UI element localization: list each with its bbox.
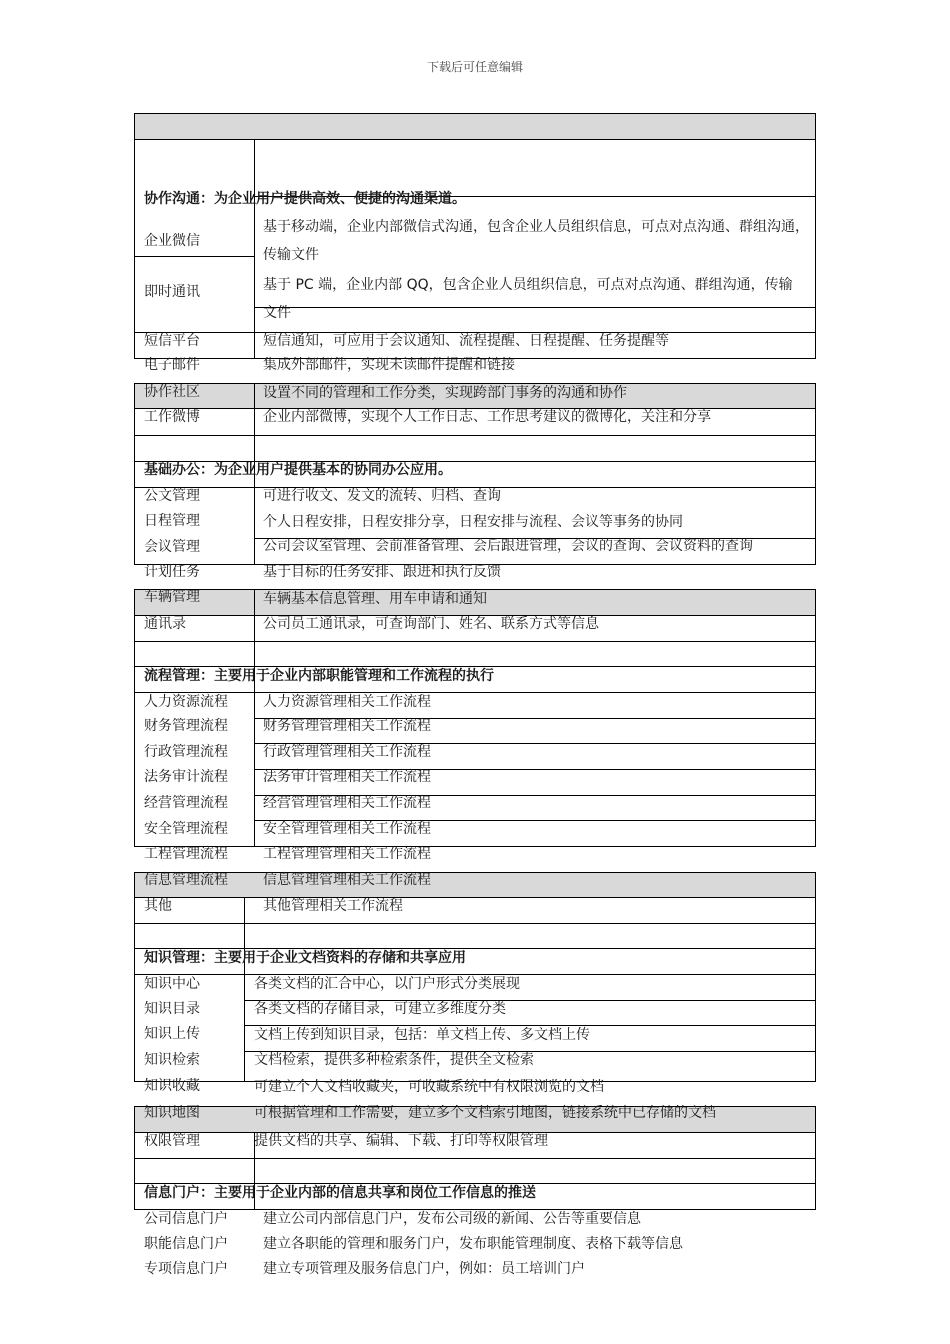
list-item-desc: 可进行收文、发文的流转、归档、查询 xyxy=(263,488,501,504)
list-item-term: 专项信息门户 xyxy=(144,1261,228,1277)
list-item-desc: 提供文档的共享、编辑、下载、打印等权限管理 xyxy=(254,1133,548,1149)
list-item-desc: 行政管理管理相关工作流程 xyxy=(263,744,431,760)
section-title-collaboration: 协作沟通：为企业用户提供高效、便捷的沟通渠道。 xyxy=(144,191,466,207)
section-title-info-portal: 信息门户：主要用于企业内部的信息共享和岗位工作信息的推送 xyxy=(144,1185,536,1201)
list-item-term: 工程管理流程 xyxy=(144,846,228,862)
list-item-term: 企业微信 xyxy=(144,233,200,249)
list-item-desc: 基于 PC 端，企业内部 QQ，包含企业人员组织信息，可点对点沟通、群组沟通，传输 xyxy=(263,277,793,293)
download-note: 下载后可任意编辑 xyxy=(426,60,523,74)
list-item-desc: 其他管理相关工作流程 xyxy=(263,898,403,914)
list-item-term: 公文管理 xyxy=(144,488,200,504)
list-item-desc: 公司员工通讯录，可查询部门、姓名、联系方式等信息 xyxy=(263,616,599,632)
list-item-term: 工作微博 xyxy=(144,409,200,425)
list-item-desc: 设置不同的管理和工作分类，实现跨部门事务的沟通和协作 xyxy=(263,385,627,401)
list-item-desc: 法务审计管理相关工作流程 xyxy=(263,769,431,785)
list-item-desc: 车辆基本信息管理、用车申请和通知 xyxy=(263,591,487,607)
list-item-term: 知识收藏 xyxy=(144,1078,200,1094)
list-item-desc: 人力资源管理相关工作流程 xyxy=(263,694,431,710)
list-item-desc-cont: 文件 xyxy=(263,305,291,321)
list-item-desc: 经营管理管理相关工作流程 xyxy=(263,795,431,811)
list-item-term: 会议管理 xyxy=(144,539,200,555)
list-item-desc: 建立专项管理及服务信息门户，例如：员工培训门户 xyxy=(263,1261,585,1277)
section-title-process-management: 流程管理：主要用于企业内部职能管理和工作流程的执行 xyxy=(144,668,494,684)
section-title-knowledge-management: 知识管理：主要用于企业文档资料的存储和共享应用 xyxy=(144,950,466,966)
list-item-desc: 可根据管理和工作需要，建立多个文档索引地图，链接系统中已存储的文档 xyxy=(254,1105,716,1121)
list-item-desc: 财务管理管理相关工作流程 xyxy=(263,718,431,734)
list-item-desc: 安全管理管理相关工作流程 xyxy=(263,821,431,837)
list-item-term: 职能信息门户 xyxy=(144,1236,228,1252)
list-item-desc: 集成外部邮件，实现未读邮件提醒和链接 xyxy=(263,357,515,373)
list-item-term: 信息管理流程 xyxy=(144,872,228,888)
section-title-basic-office: 基础办公：为企业用户提供基本的协同办公应用。 xyxy=(144,462,452,478)
list-item-term: 通讯录 xyxy=(144,616,186,632)
list-item-term: 知识地图 xyxy=(144,1105,200,1121)
list-item-desc: 文档上传到知识目录，包括：单文档上传、多文档上传 xyxy=(254,1027,590,1043)
list-item-term: 安全管理流程 xyxy=(144,821,228,837)
list-item-term: 知识上传 xyxy=(144,1026,200,1042)
list-item-desc: 各类文档的汇合中心，以门户形式分类展现 xyxy=(254,976,520,992)
list-item-desc: 信息管理管理相关工作流程 xyxy=(263,872,431,888)
list-item-term: 短信平台 xyxy=(144,333,200,349)
list-item-term: 电子邮件 xyxy=(144,357,200,373)
list-item-term: 日程管理 xyxy=(144,513,200,529)
list-item-desc: 文档检索，提供多种检索条件，提供全文检索 xyxy=(254,1052,534,1068)
list-item-desc: 公司会议室管理、会前准备管理、会后跟进管理，会议的查询、会议资料的查询 xyxy=(263,538,753,554)
list-item-desc: 工程管理管理相关工作流程 xyxy=(263,846,431,862)
list-item-desc: 基于移动端，企业内部微信式沟通，包含企业人员组织信息，可点对点沟通、群组沟通， xyxy=(263,219,809,235)
list-item-term: 权限管理 xyxy=(144,1133,200,1149)
list-item-desc: 个人日程安排，日程安排分享，日程安排与流程、会议等事务的协同 xyxy=(263,514,683,530)
list-item-term: 人力资源流程 xyxy=(144,694,228,710)
list-item-term: 协作社区 xyxy=(144,384,200,400)
list-item-term: 其他 xyxy=(144,898,172,914)
list-item-term: 知识目录 xyxy=(144,1001,200,1017)
list-item-term: 公司信息门户 xyxy=(144,1211,228,1227)
list-item-term: 即时通讯 xyxy=(144,284,200,300)
list-item-desc: 企业内部微博，实现个人工作日志、工作思考建议的微博化，关注和分享 xyxy=(263,409,711,425)
list-item-term: 经营管理流程 xyxy=(144,795,228,811)
list-item-term: 车辆管理 xyxy=(144,589,200,605)
list-item-desc: 可建立个人文档收藏夹，可收藏系统中有权限浏览的文档 xyxy=(254,1079,604,1095)
list-item-desc: 各类文档的存储目录，可建立多维度分类 xyxy=(254,1001,506,1017)
list-item-desc: 短信通知，可应用于会议通知、流程提醒、日程提醒、任务提醒等 xyxy=(263,333,669,349)
list-item-desc-cont: 传输文件 xyxy=(263,247,319,263)
list-item-desc: 建立各职能的管理和服务门户，发布职能管理制度、表格下载等信息 xyxy=(263,1236,683,1252)
list-item-term: 知识检索 xyxy=(144,1052,200,1068)
list-item-term: 计划任务 xyxy=(144,564,200,580)
list-item-desc: 建立公司内部信息门户，发布公司级的新闻、公告等重要信息 xyxy=(263,1211,641,1227)
list-item-term: 知识中心 xyxy=(144,976,200,992)
list-item-desc: 基于目标的任务安排、跟进和执行反馈 xyxy=(263,564,501,580)
list-item-term: 行政管理流程 xyxy=(144,744,228,760)
list-item-term: 法务审计流程 xyxy=(144,769,228,785)
list-item-term: 财务管理流程 xyxy=(144,718,228,734)
